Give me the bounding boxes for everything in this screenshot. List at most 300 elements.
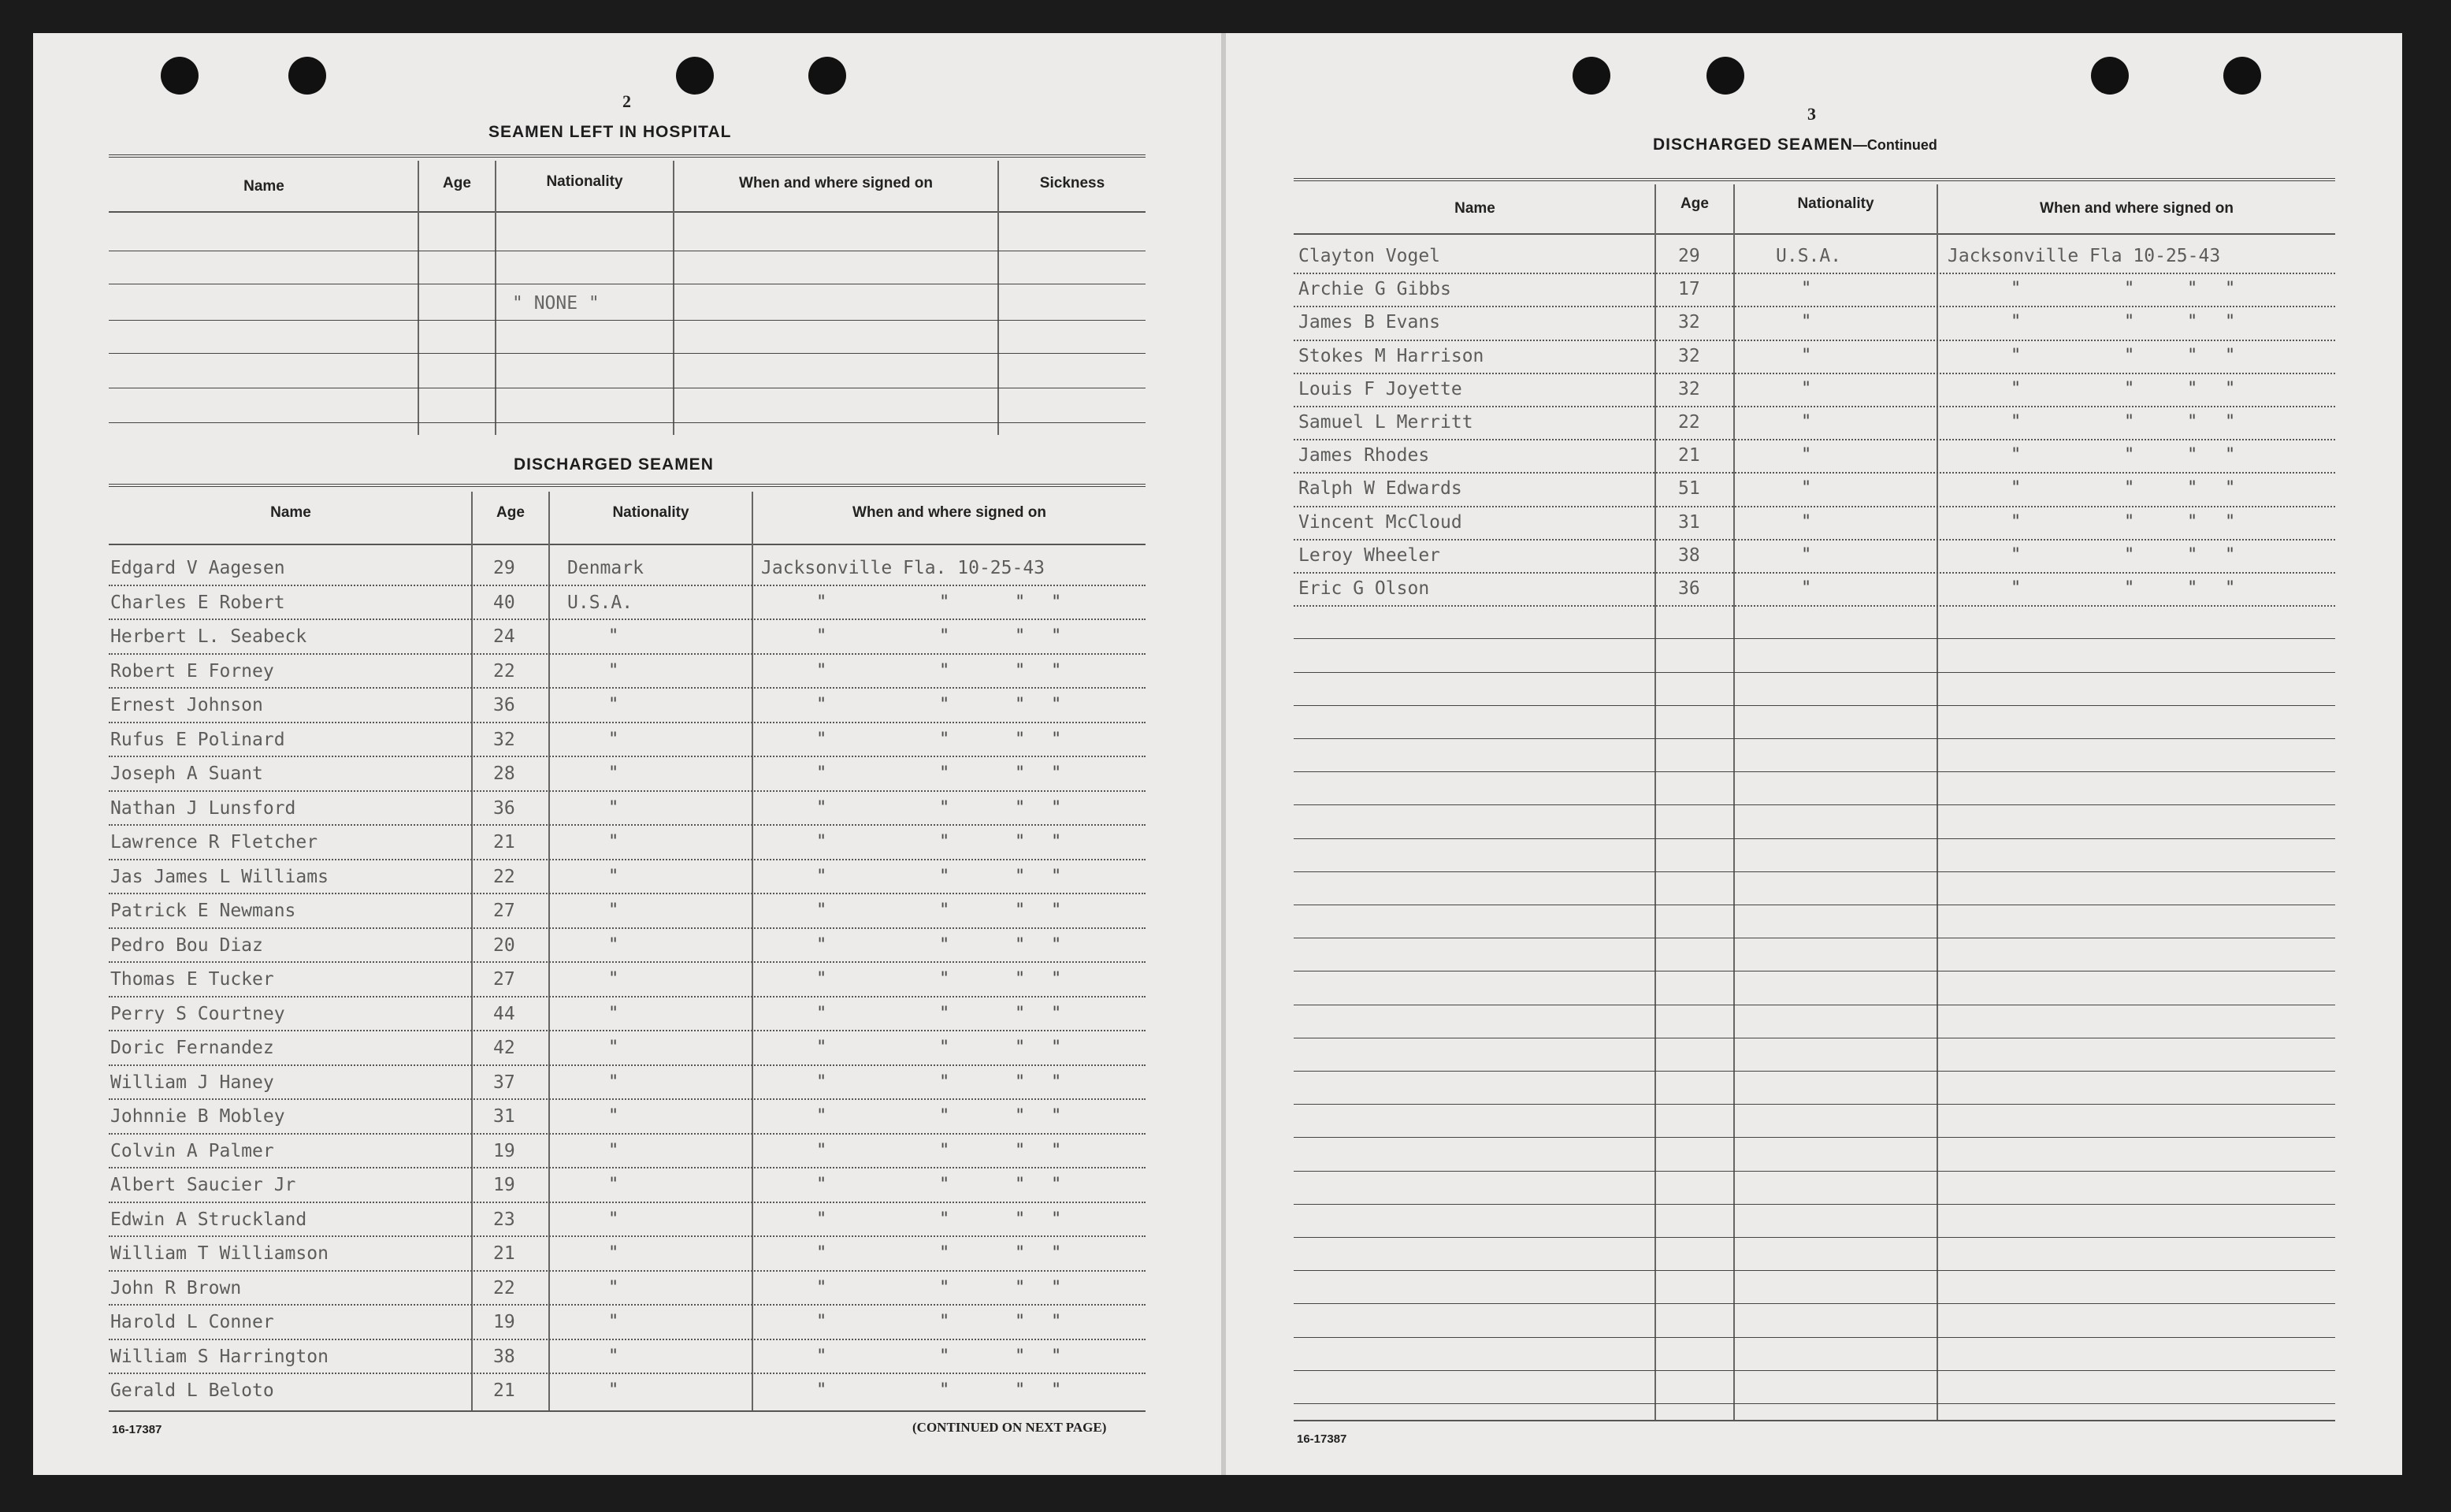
row-line [109, 1030, 1146, 1031]
row-line [109, 961, 1146, 963]
ditto-mark: " [2225, 345, 2236, 366]
row-line [1294, 1337, 2335, 1338]
ditto-mark: " [1015, 1209, 1026, 1229]
right-top-rule [1294, 178, 2335, 181]
row-line [109, 927, 1146, 929]
row-line [1294, 506, 2335, 507]
seaman-age: 29 [1678, 246, 1700, 266]
hospital-col-age: Age [443, 175, 471, 191]
seaman-name: William S Harrington [110, 1346, 329, 1367]
ditto-mark: " [2187, 445, 2198, 466]
ditto-mark: " [816, 763, 827, 783]
right-bottom-rule [1294, 1420, 2335, 1421]
seaman-nationality: U.S.A. [567, 592, 633, 613]
row-line [109, 1304, 1146, 1306]
row-line [109, 1064, 1146, 1066]
ditto-mark: " [2187, 378, 2198, 399]
hospital-col-divider [673, 161, 674, 435]
ditto-mark: " [2124, 511, 2135, 532]
row-line [109, 687, 1146, 689]
ditto-mark: " [1801, 478, 1812, 499]
row-line [1294, 1137, 2335, 1138]
ditto-mark: " [2225, 378, 2236, 399]
ditto-mark: " [2225, 544, 2236, 565]
ditto-mark: " [2225, 511, 2236, 532]
row-line [1294, 306, 2335, 307]
ditto-mark: " [1015, 1003, 1026, 1023]
ditto-mark: " [816, 592, 827, 612]
seaman-name: William T Williamson [110, 1243, 329, 1264]
ditto-mark: " [1051, 695, 1062, 715]
row-line [1294, 472, 2335, 474]
ditto-mark: " [939, 763, 950, 783]
hospital-col-divider [418, 161, 419, 435]
ditto-mark: " [939, 901, 950, 920]
seaman-age: 37 [493, 1072, 515, 1093]
seaman-name: William J Haney [110, 1072, 274, 1093]
hospital-row-line [109, 422, 1146, 423]
ditto-mark: " [939, 729, 950, 749]
ditto-mark: " [2187, 312, 2198, 332]
row-line [1294, 871, 2335, 872]
row-line [109, 1373, 1146, 1374]
hospital-row-line [109, 320, 1146, 321]
ditto-mark: " [608, 1380, 619, 1400]
ditto-mark: " [816, 1175, 827, 1194]
ditto-mark: " [1051, 797, 1062, 818]
hospital-col-signed: When and where signed on [739, 175, 933, 191]
ditto-mark: " [816, 1380, 827, 1400]
ditto-mark: " [939, 1243, 950, 1263]
hospital-top-rule [109, 154, 1146, 158]
row-line [1294, 1237, 2335, 1238]
discharged-col-divider [471, 492, 473, 1410]
seaman-name: Gerald L Beloto [110, 1380, 274, 1401]
ditto-mark: " [939, 660, 950, 681]
page-number: 3 [1807, 104, 1816, 124]
seaman-name: Colvin A Palmer [110, 1140, 274, 1161]
ditto-mark: " [608, 1072, 619, 1092]
discharged-col-age: Age [496, 504, 525, 521]
ditto-mark: " [816, 1003, 827, 1023]
ditto-mark: " [608, 934, 619, 955]
seaman-name: Thomas E Tucker [110, 969, 274, 990]
title-main: DISCHARGED SEAMEN [1653, 136, 1853, 154]
ditto-mark: " [1801, 445, 1812, 466]
ditto-mark: " [2124, 345, 2135, 366]
seaman-name: Herbert L. Seabeck [110, 626, 307, 647]
ditto-mark: " [2187, 279, 2198, 299]
ditto-mark: " [816, 1072, 827, 1092]
ditto-mark: " [1801, 378, 1812, 399]
row-line [1294, 340, 2335, 341]
seaman-age: 19 [493, 1175, 515, 1195]
row-line [1294, 439, 2335, 440]
ditto-mark: " [1051, 1346, 1062, 1366]
row-line [109, 653, 1146, 655]
ditto-mark: " [1051, 1072, 1062, 1092]
ditto-mark: " [608, 1346, 619, 1366]
ditto-mark: " [939, 1003, 950, 1023]
row-line [109, 1339, 1146, 1340]
ditto-mark: " [1051, 934, 1062, 955]
title-suffix: —Continued [1852, 137, 1937, 153]
seaman-nationality: Denmark [567, 558, 644, 578]
ditto-mark: " [608, 626, 619, 646]
seaman-nationality: U.S.A. [1776, 246, 1842, 266]
ditto-mark: " [939, 866, 950, 886]
ditto-mark: " [2124, 544, 2135, 565]
ditto-mark: " [1015, 1346, 1026, 1366]
ditto-mark: " [1015, 969, 1026, 989]
continued-note: (CONTINUED ON NEXT PAGE) [912, 1420, 1107, 1435]
ditto-mark: " [1051, 901, 1062, 920]
row-line [109, 790, 1146, 792]
ditto-mark: " [939, 592, 950, 612]
ditto-mark: " [2011, 511, 2022, 532]
seaman-name: Edwin A Struckland [110, 1209, 307, 1230]
row-line [1294, 1303, 2335, 1304]
ditto-mark: " [1051, 1140, 1062, 1161]
ditto-mark: " [1015, 763, 1026, 783]
ditto-mark: " [608, 1175, 619, 1194]
ditto-mark: " [816, 729, 827, 749]
ditto-mark: " [1051, 763, 1062, 783]
ditto-mark: " [1015, 832, 1026, 852]
seaman-age: 22 [493, 660, 515, 682]
seaman-name: Patrick E Newmans [110, 901, 296, 921]
ditto-mark: " [608, 1140, 619, 1161]
ditto-mark: " [816, 626, 827, 646]
ditto-mark: " [1051, 832, 1062, 852]
row-line [1294, 1403, 2335, 1404]
row-line [109, 585, 1146, 586]
ditto-mark: " [608, 763, 619, 783]
ditto-mark: " [1015, 1038, 1026, 1057]
seaman-age: 32 [1678, 345, 1700, 366]
discharged-col-signed: When and where signed on [852, 504, 1046, 521]
form-number: 16-17387 [1297, 1432, 1347, 1446]
ditto-mark: " [1051, 660, 1062, 681]
punch-hole [808, 57, 846, 95]
ditto-mark: " [1801, 511, 1812, 532]
right-col-age: Age [1680, 195, 1709, 212]
row-line [109, 893, 1146, 894]
seaman-name: James Rhodes [1298, 445, 1430, 466]
punch-hole [2091, 57, 2129, 95]
seaman-age: 31 [493, 1106, 515, 1127]
ditto-mark: " [1015, 1140, 1026, 1161]
hospital-col-divider [495, 161, 496, 435]
ditto-mark: " [1015, 934, 1026, 955]
ditto-mark: " [1051, 1175, 1062, 1194]
seaman-name: Lawrence R Fletcher [110, 832, 318, 853]
ditto-mark: " [939, 1380, 950, 1400]
ditto-mark: " [1015, 797, 1026, 818]
ditto-mark: " [2124, 312, 2135, 332]
row-line [1294, 605, 2335, 607]
seaman-name: Archie G Gibbs [1298, 279, 1451, 300]
ditto-mark: " [2011, 378, 2022, 399]
seaman-name: Louis F Joyette [1298, 378, 1462, 399]
ditto-mark: " [1801, 412, 1812, 432]
seaman-age: 32 [1678, 312, 1700, 333]
ditto-mark: " [1015, 1243, 1026, 1263]
ditto-mark: " [2225, 312, 2236, 332]
seaman-age: 21 [493, 1380, 515, 1401]
ditto-mark: " [816, 660, 827, 681]
ditto-mark: " [2124, 412, 2135, 432]
ditto-mark: " [2011, 445, 2022, 466]
punch-hole [676, 57, 714, 95]
seaman-name: Leroy Wheeler [1298, 544, 1441, 566]
row-line [1294, 1204, 2335, 1205]
ditto-mark: " [939, 1106, 950, 1126]
seaman-age: 32 [493, 729, 515, 750]
seaman-age: 17 [1678, 279, 1700, 300]
row-line [1294, 572, 2335, 574]
hospital-col-sickness: Sickness [1039, 175, 1105, 191]
seaman-name: Jas James L Williams [110, 866, 329, 887]
ditto-mark: " [816, 1312, 827, 1332]
row-line [1294, 838, 2335, 839]
ditto-mark: " [608, 797, 619, 818]
ditto-mark: " [1051, 1038, 1062, 1057]
seaman-age: 40 [493, 592, 515, 613]
row-line [1294, 672, 2335, 673]
punch-hole [161, 57, 199, 95]
ditto-mark: " [2011, 412, 2022, 432]
seaman-name: Charles E Robert [110, 592, 285, 613]
ditto-mark: " [1051, 1209, 1062, 1229]
ditto-mark: " [816, 1038, 827, 1057]
row-line [109, 1235, 1146, 1237]
page-number: 2 [622, 91, 631, 111]
ditto-mark: " [2187, 345, 2198, 366]
row-line [1294, 373, 2335, 374]
row-line [1294, 705, 2335, 706]
right-col-signed: When and where signed on [2040, 200, 2234, 217]
seaman-age: 22 [493, 1277, 515, 1298]
row-line [109, 1202, 1146, 1203]
ditto-mark: " [816, 1243, 827, 1263]
ditto-mark: " [608, 901, 619, 920]
seaman-age: 36 [493, 797, 515, 819]
ditto-mark: " [1051, 1003, 1062, 1023]
seaman-age: 28 [493, 763, 515, 784]
ditto-mark: " [1801, 578, 1812, 598]
ditto-mark: " [939, 969, 950, 989]
ditto-mark: " [1015, 660, 1026, 681]
seaman-age: 31 [1678, 511, 1700, 533]
ditto-mark: " [1015, 866, 1026, 886]
row-line [109, 859, 1146, 860]
ditto-mark: " [2011, 345, 2022, 366]
ditto-mark: " [608, 969, 619, 989]
hospital-title: SEAMEN LEFT IN HOSPITAL [488, 123, 732, 141]
seaman-signed-on: Jacksonville Fla 10-25-43 [1948, 246, 2221, 266]
ditto-mark: " [1051, 866, 1062, 886]
seaman-age: 24 [493, 626, 515, 647]
row-line [1294, 1071, 2335, 1072]
discharged-top-rule [109, 484, 1146, 487]
seaman-age: 38 [1678, 544, 1700, 566]
seaman-age: 21 [493, 832, 515, 853]
ditto-mark: " [1051, 1106, 1062, 1126]
seaman-name: Rufus E Polinard [110, 729, 285, 750]
ditto-mark: " [1015, 626, 1026, 646]
ditto-mark: " [816, 1106, 827, 1126]
row-line [1294, 738, 2335, 739]
ditto-mark: " [2011, 578, 2022, 598]
seaman-age: 21 [493, 1243, 515, 1264]
row-line [109, 1270, 1146, 1272]
seaman-name: James B Evans [1298, 312, 1441, 333]
ditto-mark: " [939, 1277, 950, 1298]
ditto-mark: " [1015, 901, 1026, 920]
discharged-continued-title [1653, 136, 1937, 154]
ditto-mark: " [608, 1312, 619, 1332]
ditto-mark: " [1801, 544, 1812, 565]
ditto-mark: " [939, 1072, 950, 1092]
seaman-age: 27 [493, 901, 515, 921]
ditto-mark: " [608, 832, 619, 852]
seaman-name: Ernest Johnson [110, 695, 263, 715]
seaman-name: Doric Fernandez [110, 1038, 274, 1058]
seaman-age: 36 [1678, 578, 1700, 599]
ditto-mark: " [608, 866, 619, 886]
seaman-age: 27 [493, 969, 515, 990]
seaman-age: 29 [493, 558, 515, 578]
ditto-mark: " [608, 695, 619, 715]
ditto-mark: " [608, 1243, 619, 1263]
ditto-mark: " [2225, 412, 2236, 432]
discharged-col-divider [548, 492, 550, 1410]
discharged-col-nationality: Nationality [612, 504, 689, 521]
ditto-mark: " [1051, 1243, 1062, 1263]
seaman-age: 22 [493, 866, 515, 887]
seaman-name: Stokes M Harrison [1298, 345, 1484, 366]
ditto-mark: " [608, 729, 619, 749]
ditto-mark: " [1051, 1277, 1062, 1298]
row-line [1294, 539, 2335, 541]
row-line [1294, 1171, 2335, 1172]
ditto-mark: " [1015, 1380, 1026, 1400]
ditto-mark: " [1051, 1312, 1062, 1332]
row-line [109, 619, 1146, 620]
ditto-mark: " [1051, 1380, 1062, 1400]
seaman-age: 38 [493, 1346, 515, 1367]
ditto-mark: " [2124, 378, 2135, 399]
seaman-name: Eric G Olson [1298, 578, 1430, 599]
seaman-name: Clayton Vogel [1298, 246, 1441, 266]
ditto-mark: " [816, 1209, 827, 1229]
ditto-mark: " [1801, 345, 1812, 366]
ditto-mark: " [1801, 279, 1812, 299]
row-line [109, 996, 1146, 997]
seaman-name: Vincent McCloud [1298, 511, 1462, 533]
form-number: 16-17387 [112, 1423, 162, 1436]
ditto-mark: " [2225, 445, 2236, 466]
hospital-header-rule [109, 211, 1146, 213]
ditto-mark: " [939, 1175, 950, 1194]
row-line [109, 756, 1146, 757]
right-col-divider [1654, 184, 1656, 1420]
ditto-mark: " [608, 1003, 619, 1023]
seaman-name: Perry S Courtney [110, 1003, 285, 1024]
row-line [1294, 406, 2335, 407]
seaman-signed-on: Jacksonville Fla. 10-25-43 [761, 558, 1045, 578]
ditto-mark: " [939, 1312, 950, 1332]
ditto-mark: " [816, 832, 827, 852]
seaman-name: Joseph A Suant [110, 763, 263, 784]
discharged-col-divider [752, 492, 753, 1410]
ditto-mark: " [2011, 312, 2022, 332]
seaman-name: Johnnie B Mobley [110, 1106, 285, 1127]
ditto-mark: " [608, 1038, 619, 1057]
ditto-mark: " [2225, 578, 2236, 598]
seaman-name: Nathan J Lunsford [110, 797, 296, 819]
hospital-col-name: Name [243, 178, 284, 195]
right-col-nationality: Nationality [1797, 195, 1874, 212]
ditto-mark: " [1015, 592, 1026, 612]
ditto-mark: " [1051, 969, 1062, 989]
seaman-name: Pedro Bou Diaz [110, 934, 263, 956]
ditto-mark: " [939, 1038, 950, 1057]
seaman-name: John R Brown [110, 1277, 242, 1298]
ditto-mark: " [2124, 445, 2135, 466]
row-line [1294, 1104, 2335, 1105]
discharged-bottom-rule [109, 1410, 1146, 1412]
ditto-mark: " [2187, 578, 2198, 598]
punch-hole [1573, 57, 1610, 95]
ditto-mark: " [2124, 578, 2135, 598]
row-line [109, 1098, 1146, 1100]
seaman-age: 21 [1678, 445, 1700, 466]
row-line [109, 824, 1146, 826]
seaman-name: Edgard V Aagesen [110, 558, 285, 578]
ditto-mark: " [816, 934, 827, 955]
row-line [1294, 1270, 2335, 1271]
ditto-mark: " [2225, 478, 2236, 499]
ditto-mark: " [2187, 478, 2198, 499]
ditto-mark: " [816, 866, 827, 886]
right-header-rule [1294, 233, 2335, 235]
ditto-mark: " [2187, 511, 2198, 532]
seaman-age: 44 [493, 1003, 515, 1024]
ditto-mark: " [2011, 478, 2022, 499]
ditto-mark: " [1051, 729, 1062, 749]
hospital-row-line [109, 353, 1146, 354]
ditto-mark: " [2011, 544, 2022, 565]
row-line [1294, 771, 2335, 772]
row-line [109, 1167, 1146, 1168]
row-line [1294, 1370, 2335, 1371]
ditto-mark: " [1015, 1277, 1026, 1298]
punch-hole [2223, 57, 2261, 95]
ditto-mark: " [816, 969, 827, 989]
seaman-name: Albert Saucier Jr [110, 1175, 296, 1195]
ditto-mark: " [1015, 1106, 1026, 1126]
discharged-title: DISCHARGED SEAMEN [514, 455, 714, 474]
row-line [1294, 638, 2335, 639]
seaman-name: Samuel L Merritt [1298, 412, 1473, 433]
ditto-mark: " [939, 626, 950, 646]
ditto-mark: " [2011, 279, 2022, 299]
ditto-mark: " [939, 695, 950, 715]
ditto-mark: " [608, 1106, 619, 1126]
ditto-mark: " [2124, 279, 2135, 299]
